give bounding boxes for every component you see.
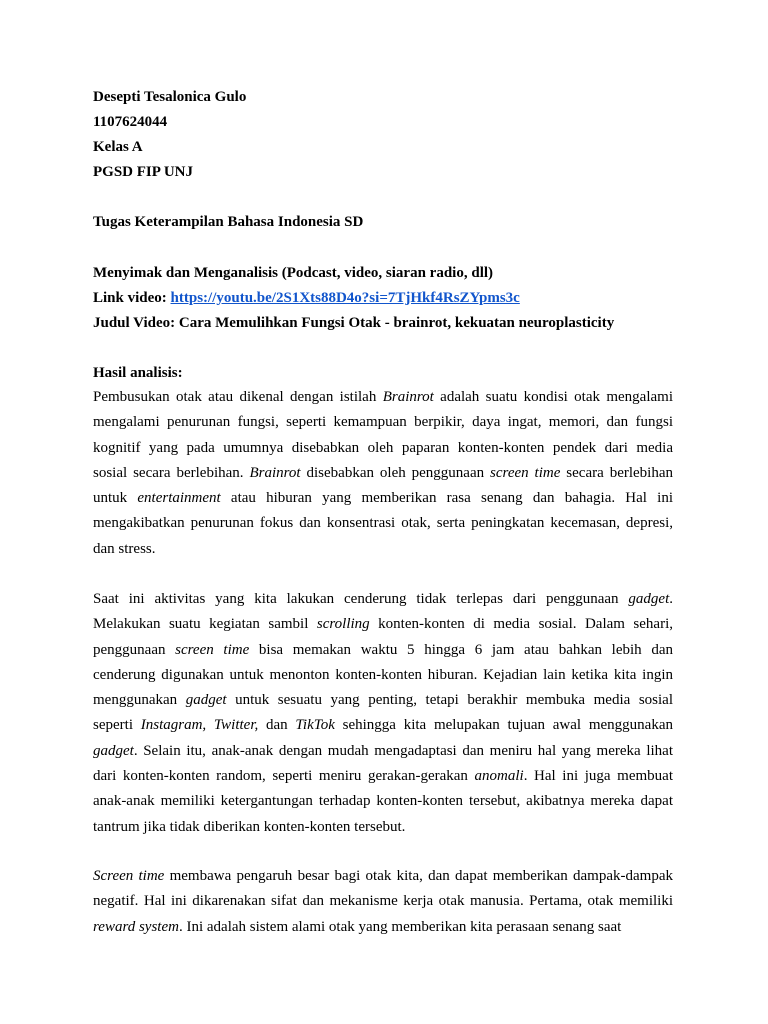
text-run: penggunaan [93, 641, 176, 658]
text-line [93, 889, 673, 914]
text-run: mengalami penurunan fungsi, seperti kemampuan berpikir, daya ingat, memori, dan fungsi [93, 414, 673, 431]
assignment-title: Tugas Keterampilan Bahasa Indonesia SD [93, 214, 364, 230]
author-name: Desepti Tesalonica Gulo [93, 89, 247, 105]
text-run: disebabkan oleh penggunaan [300, 464, 491, 481]
text-line [93, 638, 673, 663]
italic-term: TikTok [295, 717, 335, 734]
text-run: seperti [93, 717, 141, 734]
text-run: secara berlebihan [560, 464, 673, 481]
italic-term: Screen time [93, 868, 165, 884]
text-line [93, 688, 673, 713]
program-label: PGSD FIP UNJ [93, 164, 194, 180]
text-line [93, 612, 673, 637]
analysis-heading: Hasil analisis: [93, 365, 183, 381]
text-run: untuk sesuatu yang penting, tetapi berakhir membuka media sosial [226, 692, 673, 709]
italic-term: reward system [93, 918, 179, 935]
italic-term: screen time [490, 464, 561, 481]
video-link[interactable]: https://youtu.be/2S1Xts88D4o?si=7TjHkf4RsZYpms3c [170, 290, 520, 306]
text-run: dan stress. [93, 540, 156, 557]
text-line [93, 815, 673, 840]
italic-term: scrolling [316, 616, 370, 633]
text-line [93, 486, 673, 511]
italic-term: gadget [628, 591, 670, 607]
text-run: mengakibatkan penurunan fokus dan konsentrasi otak, serta peningkatan kecemasan, depresi, [93, 515, 673, 532]
video-link-label: Link video: [93, 290, 171, 306]
text-run: negatif. Hal ini dikarenakan sifat dan mekanisme kerja otak manusia. Pertama, otak memiliki [93, 893, 673, 910]
topic-heading: Menyimak dan Menganalisis (Podcast, video, siaran radio, dll) [93, 265, 494, 281]
text-run: untuk [93, 490, 138, 507]
text-line [93, 915, 673, 940]
text-run: adalah suatu kondisi otak mengalami [433, 389, 673, 405]
text-line [93, 764, 673, 789]
text-run: . Hal ini juga membuat [523, 768, 673, 785]
text-run: konten-konten di media sosial. Dalam sehari, [369, 616, 673, 633]
text-run: kognitif yang pada umumnya disebabkan oleh paparan konten-konten pendek dari media [93, 439, 673, 456]
text-line [93, 511, 673, 536]
text-run: anak-anak memiliki ketergantungan terhadap konten-konten tersebut, akibatnya mereka dapat [93, 793, 673, 810]
text-line [93, 864, 673, 889]
italic-term: gadget [185, 692, 227, 709]
text-run: atau hiburan yang memberikan rasa senang dan bahagia. Hal ini [220, 490, 673, 507]
video-link-line [93, 289, 520, 307]
paragraph-screen-time-effects [93, 864, 673, 940]
text-run: Melakukan suatu kegiatan sambil [93, 616, 317, 633]
paragraph-brainrot-definition [93, 385, 673, 562]
text-run: cenderung digunakan untuk menonton konten-konten hiburan. Kejadian lain ketika kita ingin [93, 666, 673, 683]
italic-term: Brainrot [382, 389, 434, 405]
italic-term: screen time [175, 641, 250, 658]
text-line [93, 739, 673, 764]
italic-term: Instagram, Twitter, [140, 717, 259, 734]
text-run: menggunakan [93, 692, 186, 709]
text-line [93, 436, 673, 461]
text-run: Saat ini aktivitas yang kita lakukan cenderung tidak terlepas dari penggunaan [93, 591, 629, 607]
text-run: . [669, 591, 673, 607]
text-run: membawa pengaruh besar bagi otak kita, dan dapat memberikan dampak-dampak [164, 868, 673, 884]
text-line [93, 385, 673, 410]
class-label: Kelas A [93, 139, 143, 155]
student-id: 1107624044 [93, 114, 168, 130]
text-run: . Selain itu, anak-anak dengan mudah mengadaptasi dan meniru hal yang mereka lihat [133, 742, 673, 759]
text-line [93, 789, 673, 814]
text-line [93, 537, 673, 562]
text-line [93, 410, 673, 435]
text-run: dan [258, 717, 296, 734]
text-run: tantrum jika tidak diberikan konten-konten tersebut. [93, 818, 406, 835]
italic-term: Brainrot [249, 464, 301, 481]
text-run: sehingga kita melupakan tujuan awal menggunakan [334, 717, 673, 734]
text-line [93, 587, 673, 612]
paragraph-gadget-usage [93, 587, 673, 840]
italic-term: entertainment [137, 490, 221, 507]
text-run: Pembusukan otak atau dikenal dengan istilah [93, 389, 383, 405]
italic-term: gadget [93, 742, 134, 759]
text-run: sosial secara berlebihan. [93, 464, 250, 481]
text-line [93, 663, 673, 688]
text-line [93, 713, 673, 738]
text-run: bisa memakan waktu 5 hingga 6 jam atau bahkan lebih dan [249, 641, 673, 658]
text-run: . Ini adalah sistem alami otak yang memberikan kita perasaan senang saat [178, 918, 622, 935]
video-title: Judul Video: Cara Memulihkan Fungsi Otak - brainrot, kekuatan neuroplasticity [93, 315, 615, 331]
italic-term: anomali [474, 768, 524, 785]
text-line [93, 461, 673, 486]
text-run: dari konten-konten random, seperti meniru gerakan-gerakan [93, 768, 475, 785]
